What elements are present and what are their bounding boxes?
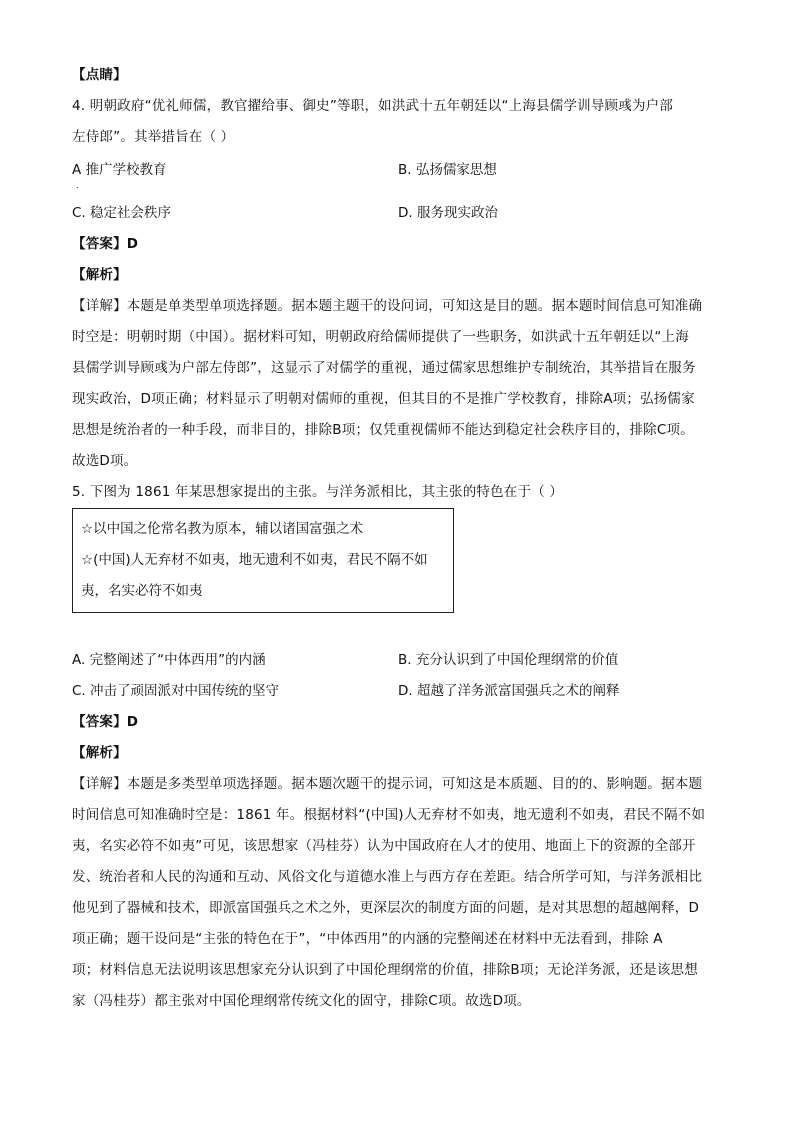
q4-stem-line-2: 左侍郎”。其举措旨在（ ）: [72, 129, 235, 145]
q5-material-line: ☆(中国)人无弃材不如夷，地无遗利不如夷，君民不隔不如: [81, 552, 428, 568]
q5-detail-line: 夷，名实必符不如夷”可见，该思想家（冯桂芬）认为中国政府在人才的使用、地面上下的资源的全部开: [72, 838, 696, 854]
q4-detail-line: 【详解】本题是单类型单项选择题。据本题主题干的设问词，可知这是目的题。据本题时间信息可知准确: [72, 298, 703, 314]
q5-option-a: A. 完整阐述了“中体西用”的内涵: [72, 652, 266, 668]
q5-option-b: B. 充分认识到了中国伦理纲常的价值: [398, 652, 619, 668]
q4-detail-line: 故选D项。: [72, 453, 138, 469]
q4-answer: 【答案】D: [72, 236, 139, 252]
q5-stem: 5. 下图为 1861 年某思想家提出的主张。与洋务派相比，其主张的特色在于（ ）: [72, 484, 564, 500]
q4-option-c: C. 稳定社会秩序: [72, 205, 172, 221]
q5-detail-line: 家（冯桂芬）都主张对中国伦理纲常传统文化的固守，排除C项。故选D项。: [72, 993, 531, 1009]
q5-answer: 【答案】D: [72, 714, 139, 730]
q4-option-b: B. 弘扬儒家思想: [398, 162, 497, 178]
q5-material-line: 夷，名实必符不如夷: [81, 583, 203, 599]
q4-option-a-mark: .: [76, 181, 79, 190]
q5-analysis-label: 【解析】: [72, 745, 127, 761]
q4-detail-line: 时空是：明朝时期（中国）。据材料可知，明朝政府给儒师提供了一些职务，如洪武十五年朝廷以“上海: [72, 329, 689, 345]
q4-detail-line: 县儒学训导顾彧为户部左侍郎”，这显示了对儒学的重视，通过儒家思想维护专制统治，其举措旨在服务: [72, 360, 696, 376]
q5-material-box: [72, 508, 454, 613]
q4-stem-line-1: 4. 明朝政府“优礼师儒，教官擢给事、御史”等职，如洪武十五年朝廷以“上海县儒学训导顾彧为户部: [72, 98, 674, 114]
q4-option-a: A 推广学校教育: [72, 162, 167, 178]
dianjing-heading: 【点睛】: [72, 67, 127, 83]
q5-option-c: C. 冲击了顽固派对中国传统的坚守: [72, 683, 280, 699]
q5-material-line: ☆以中国之伦常名教为原本，辅以诸国富强之术: [81, 521, 364, 537]
q4-detail-line: 思想是统治者的一种手段，而非目的，排除B项；仅凭重视儒师不能达到稳定社会秩序目的，排除C项。: [72, 422, 694, 438]
q5-detail-line: 项正确；题干设问是“主张的特色在于”，“中体西用”的内涵的完整阐述在材料中无法看到，排除 A: [72, 931, 663, 947]
q4-analysis-label: 【解析】: [72, 267, 127, 283]
q5-detail-line: 【详解】本题是多类型单项选择题。据本题次题干的提示词，可知这是本质题、目的的、影响题。据本题: [72, 776, 703, 792]
q5-detail-line: 他见到了器械和技术，即派富国强兵之术之外，更深层次的制度方面的问题，是对其思想的超越阐释，D: [72, 900, 700, 916]
q5-detail-line: 项；材料信息无法说明该思想家充分认识到了中国伦理纲常的价值，排除B项；无论洋务派，还是该思想: [72, 962, 698, 978]
q4-option-d: D. 服务现实政治: [398, 205, 498, 221]
q5-detail-line: 时间信息可知准确时空是：1861 年。根据材料“(中国)人无弃材不如夷，地无遗利不如夷，君民不隔不如: [72, 807, 706, 823]
q4-detail-line: 现实政治，D项正确；材料显示了明朝对儒师的重视，但其目的不是推广学校教育，排除A项；弘扬儒家: [72, 391, 695, 407]
q5-option-d: D. 超越了洋务派富国强兵之术的阐释: [398, 683, 620, 699]
q5-detail-line: 发、统治者和人民的沟通和互动、风俗文化与道德水准上与西方存在差距。结合所学可知，与洋务派相比: [72, 869, 703, 885]
